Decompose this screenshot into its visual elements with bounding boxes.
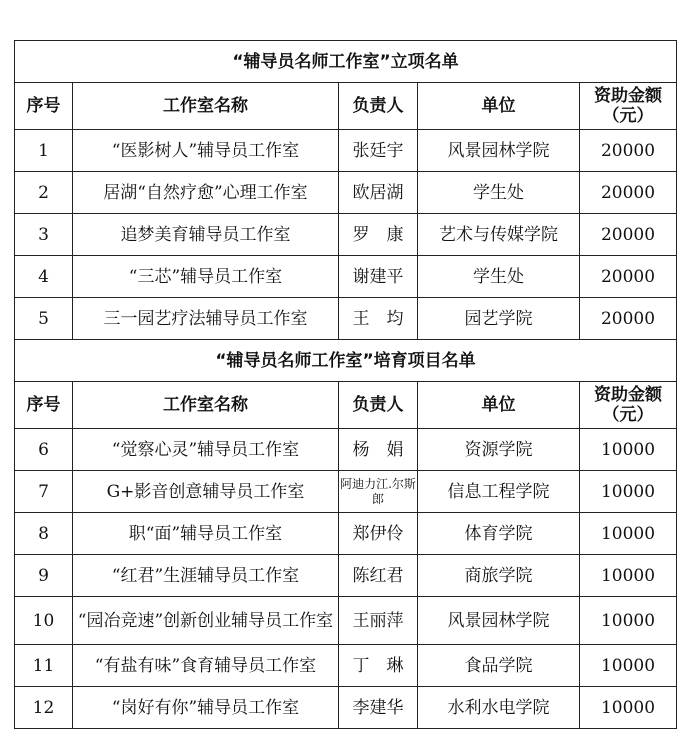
row-amount: 10000 [580,645,677,687]
section-2-title: “辅导员名师工作室”培育项目名单 [15,340,677,382]
row-leader: 杨 娟 [339,429,418,471]
table-row [15,471,677,513]
header-amount: 资助金额（元） [580,83,677,130]
row-unit: 学生处 [418,256,580,298]
row-leader: 陈红君 [339,555,418,597]
row-studio-name: “园冶竞速”创新创业辅导员工作室 [73,597,339,645]
row-amount: 20000 [580,214,677,256]
row-leader: 张廷宇 [339,130,418,172]
row-unit: 食品学院 [418,645,580,687]
row-studio-name: 职“面”辅导员工作室 [73,513,339,555]
row-unit: 艺术与传媒学院 [418,214,580,256]
header-leader: 负责人 [339,83,418,130]
table-row [15,130,677,172]
header-studio-name: 工作室名称 [73,83,339,130]
header-leader: 负责人 [339,382,418,429]
row-index: 10 [15,597,73,645]
header-index: 序号 [15,83,73,130]
row-studio-name: 三一园艺疗法辅导员工作室 [73,298,339,340]
table-row [15,687,677,729]
row-studio-name: “岗好有你”辅导员工作室 [73,687,339,729]
row-amount: 10000 [580,687,677,729]
row-amount: 10000 [580,597,677,645]
row-unit: 商旅学院 [418,555,580,597]
row-amount: 10000 [580,555,677,597]
row-studio-name: “红君”生涯辅导员工作室 [73,555,339,597]
row-index: 11 [15,645,73,687]
row-index: 1 [15,130,73,172]
row-studio-name: 居湖“自然疗愈”心理工作室 [73,172,339,214]
row-studio-name: “觉察心灵”辅导员工作室 [73,429,339,471]
header-unit: 单位 [418,83,580,130]
header-studio-name: 工作室名称 [73,382,339,429]
row-studio-name: “有盐有味”食育辅导员工作室 [73,645,339,687]
row-unit: 资源学院 [418,429,580,471]
table-row [15,597,677,645]
row-leader: 谢建平 [339,256,418,298]
row-index: 7 [15,471,73,513]
row-amount: 10000 [580,429,677,471]
row-unit: 风景园林学院 [418,130,580,172]
table-row [15,513,677,555]
header-index: 序号 [15,382,73,429]
row-leader: 阿迪力江.尔斯郎 [339,471,418,513]
section-2-header-row [15,382,677,429]
row-unit: 园艺学院 [418,298,580,340]
row-unit: 学生处 [418,172,580,214]
row-studio-name: 追梦美育辅导员工作室 [73,214,339,256]
section-1-header-row [15,83,677,130]
row-unit: 体育学院 [418,513,580,555]
section-1 [15,41,677,340]
row-leader: 罗 康 [339,214,418,256]
row-studio-name: “三芯”辅导员工作室 [73,256,339,298]
table-row [15,645,677,687]
row-index: 2 [15,172,73,214]
row-amount: 20000 [580,256,677,298]
row-index: 3 [15,214,73,256]
section-2 [15,340,677,729]
row-index: 5 [15,298,73,340]
table-row [15,214,677,256]
row-unit: 水利水电学院 [418,687,580,729]
row-leader: 李建华 [339,687,418,729]
table-row [15,429,677,471]
row-studio-name: G+影音创意辅导员工作室 [73,471,339,513]
row-amount: 10000 [580,513,677,555]
row-leader: 郑伊伶 [339,513,418,555]
row-index: 6 [15,429,73,471]
row-index: 12 [15,687,73,729]
table-row [15,298,677,340]
award-list-table [14,40,677,729]
row-leader: 欧居湖 [339,172,418,214]
row-amount: 20000 [580,172,677,214]
table-row [15,172,677,214]
row-studio-name: “医影树人”辅导员工作室 [73,130,339,172]
row-amount: 20000 [580,130,677,172]
row-amount: 20000 [580,298,677,340]
row-unit: 信息工程学院 [418,471,580,513]
row-index: 8 [15,513,73,555]
header-amount: 资助金额（元） [580,382,677,429]
header-unit: 单位 [418,382,580,429]
row-leader: 王 均 [339,298,418,340]
row-leader: 丁 琳 [339,645,418,687]
table-row [15,555,677,597]
table-row [15,256,677,298]
row-leader: 王丽萍 [339,597,418,645]
row-index: 4 [15,256,73,298]
row-unit: 风景园林学院 [418,597,580,645]
section-1-title: “辅导员名师工作室”立项名单 [15,41,677,83]
row-index: 9 [15,555,73,597]
row-amount: 10000 [580,471,677,513]
